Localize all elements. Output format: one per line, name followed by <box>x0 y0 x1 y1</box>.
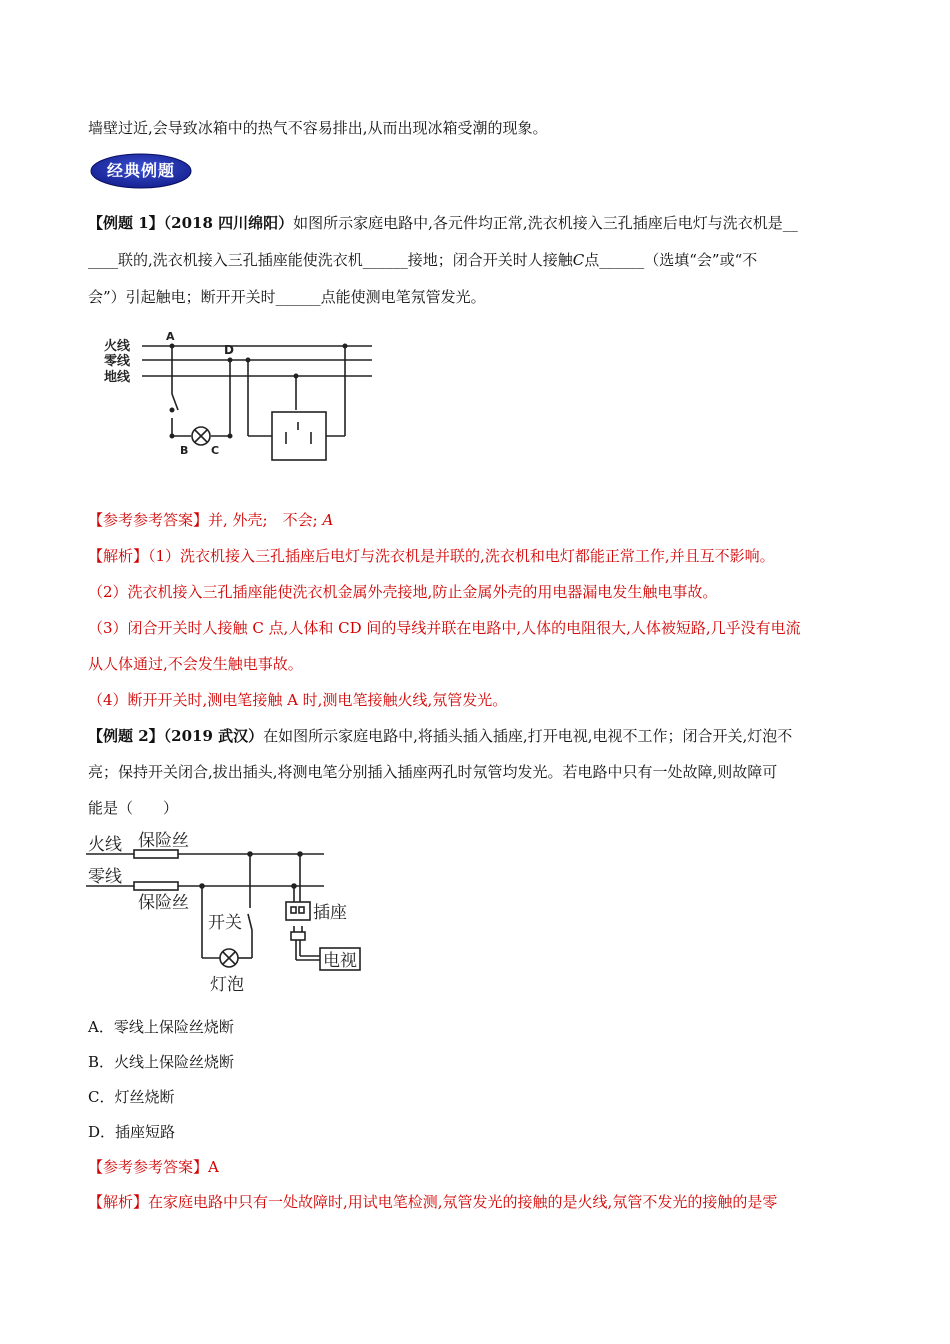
example1-point-c: C <box>572 251 585 269</box>
example2-analysis <box>88 1192 868 1212</box>
wire-label-neutral: 零线 <box>104 354 131 369</box>
example2-question-line3: 能是（ ） <box>88 799 179 817</box>
analysis-tag: 【解析】 <box>88 547 149 565</box>
example2-question-line1 <box>88 726 868 746</box>
point-label-b: B <box>180 444 189 457</box>
example1-analysis-line4: 从人体通过,不会发生触电事故。 <box>88 655 303 673</box>
label-socket: 插座 <box>313 903 347 923</box>
example2-source: （2019 武汉） <box>163 727 264 745</box>
label-neutral-wire: 零线 <box>88 867 122 887</box>
answer-point: A <box>322 511 334 529</box>
point-label-a: A <box>166 330 175 343</box>
wire-label-ground: 地线 <box>104 370 131 385</box>
example2-answer <box>88 1157 868 1177</box>
example1-question-line1 <box>88 213 868 233</box>
answer-tag: 【参考参考答案】 <box>88 1158 209 1176</box>
example1-tag: 【例题 1】 <box>88 214 164 232</box>
example1-question-line3: 会”）引起触电；断开开关时______点能使测电笔氖管发光。 <box>88 288 486 306</box>
example2-question-line2: 亮；保持开关闭合,拔出插头,将测电笔分别插入插座两孔时氖管均发光。若电路中只有一处故障,则故障可 <box>88 763 778 781</box>
example1-analysis-line5: （4）断开开关时,测电笔接触 A 时,测电笔接触火线,氖管发光。 <box>88 691 508 709</box>
example1-answer <box>88 510 868 530</box>
example1-text2b: 点______（选填“会”或“不 <box>584 251 758 269</box>
label-fuse-live: 保险丝 <box>138 831 189 851</box>
option-c: C．灯丝烧断 <box>88 1088 175 1106</box>
section-badge <box>90 153 192 189</box>
option-a: A．零线上保险丝烧断 <box>88 1018 234 1036</box>
example1-question-line2 <box>88 250 868 270</box>
answer-text: 并, 外壳; 不会; <box>208 511 318 529</box>
point-label-c: C <box>211 444 220 457</box>
analysis-text: （1）洗衣机接入三孔插座后电灯与洗衣机是并联的,洗衣机和电灯都能正常工作,并且互不影响。 <box>148 547 775 565</box>
label-tv: 电视 <box>323 951 357 971</box>
option-d: D．插座短路 <box>88 1123 176 1141</box>
example1-source: （2018 四川绵阳） <box>163 214 294 232</box>
badge-label: 经典例题 <box>106 161 175 180</box>
wire-label-live: 火线 <box>104 339 131 354</box>
label-live-wire: 火线 <box>88 835 122 855</box>
answer-tag: 【参考参考答案】 <box>88 511 209 529</box>
analysis-tag: 【解析】 <box>88 1193 149 1211</box>
intro-paragraph: 墙壁过近,会导致冰箱中的热气不容易排出,从而出现冰箱受潮的现象。 <box>88 119 548 137</box>
example2-tag: 【例题 2】 <box>88 727 164 745</box>
point-label-d: D <box>224 343 234 357</box>
example1-analysis-line3: （3）闭合开关时人接触 C 点,人体和 CD 间的导线并联在电路中,人体的电阻很大,人体被短路,几乎没有电流 <box>88 619 801 637</box>
label-fuse-neutral: 保险丝 <box>138 893 189 913</box>
example1-text1: 如图所示家庭电路中,各元件均正常,洗衣机接入三孔插座后电灯与洗衣机是__ <box>293 214 798 232</box>
label-switch: 开关 <box>208 913 242 933</box>
example2-text1: 在如图所示家庭电路中,将插头插入插座,打开电视,电视不工作；闭合开关,灯泡不 <box>263 727 793 745</box>
circuit-figure-2 <box>84 826 374 996</box>
option-b: B．火线上保险丝烧断 <box>88 1053 235 1071</box>
example1-analysis-line2: （2）洗衣机接入三孔插座能使洗衣机金属外壳接地,防止金属外壳的用电器漏电发生触电事故。 <box>88 583 718 601</box>
answer-text: A <box>208 1158 219 1176</box>
label-bulb: 灯泡 <box>210 975 244 995</box>
analysis-text: 在家庭电路中只有一处故障时,用试电笔检测,氖管发光的接触的是火线,氖管不发光的接触的是零 <box>148 1193 778 1211</box>
example1-analysis-line1 <box>88 546 868 566</box>
example1-text2a: ____联的,洗衣机接入三孔插座能使洗衣机______接地；闭合开关时人接触 <box>88 251 573 269</box>
circuit-figure-1 <box>100 326 390 466</box>
